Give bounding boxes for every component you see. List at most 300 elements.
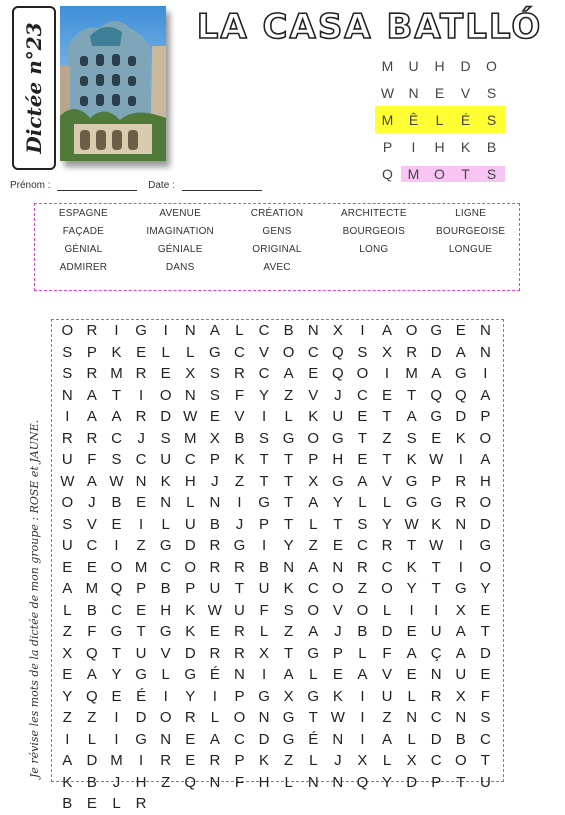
grid-letter[interactable]: E [185,730,196,748]
grid-letter[interactable]: P [431,773,442,791]
grid-letter[interactable]: K [455,429,466,447]
grid-letter[interactable]: J [334,623,342,640]
grid-letter[interactable]: P [136,580,147,597]
grid-letter[interactable]: C [357,537,368,554]
grid-letter[interactable]: Q [356,773,369,791]
grid-letter[interactable]: V [308,386,319,404]
grid-letter[interactable]: G [282,730,295,748]
grid-letter[interactable]: F [234,773,245,791]
grid-letter[interactable]: R [381,537,393,554]
grid-letter[interactable]: E [136,601,147,619]
grid-letter[interactable]: G [307,644,320,662]
grid-letter[interactable]: A [209,322,220,339]
grid-letter[interactable]: U [184,515,196,533]
grid-letter[interactable]: A [308,623,319,640]
grid-letter[interactable]: I [114,322,119,339]
grid-letter[interactable]: E [136,494,147,511]
grid-letter[interactable]: S [62,365,73,382]
grid-letter[interactable]: É [136,687,147,705]
grid-letter[interactable]: V [332,601,343,619]
grid-letter[interactable]: T [284,494,294,511]
grid-letter[interactable]: I [360,730,365,748]
grid-letter[interactable]: R [209,558,221,576]
grid-letter[interactable]: F [234,386,245,404]
grid-letter[interactable]: R [234,644,245,662]
grid-letter[interactable]: I [212,687,217,705]
grid-letter[interactable]: F [87,451,97,468]
grid-letter[interactable]: J [334,752,342,769]
grid-letter[interactable]: T [480,752,490,769]
grid-letter[interactable]: R [234,558,245,576]
grid-letter[interactable]: E [62,558,73,576]
grid-letter[interactable]: A [431,365,442,382]
grid-letter[interactable]: X [332,322,343,339]
grid-letter[interactable]: R [135,408,147,425]
grid-letter[interactable]: Z [62,709,72,726]
grid-letter[interactable]: G [430,494,443,511]
grid-letter[interactable]: I [65,730,70,748]
grid-letter[interactable]: R [209,644,221,662]
grid-letter[interactable]: K [111,343,122,361]
grid-letter[interactable]: G [454,580,467,597]
grid-letter[interactable]: E [209,408,220,425]
grid-letter[interactable]: A [86,408,97,425]
grid-letter[interactable]: V [382,666,393,683]
grid-letter[interactable]: E [62,666,73,683]
grid-letter[interactable]: P [308,451,319,468]
grid-letter[interactable]: T [357,429,367,447]
grid-letter[interactable]: N [135,472,147,490]
grid-letter[interactable]: R [61,429,73,447]
prenom-field[interactable] [57,190,137,191]
grid-letter[interactable]: O [356,601,369,619]
grid-letter[interactable]: Z [161,773,171,791]
grid-letter[interactable]: L [186,494,195,511]
grid-letter[interactable]: B [259,558,270,576]
grid-letter[interactable]: E [332,537,343,554]
grid-letter[interactable]: T [333,515,343,533]
grid-letter[interactable]: S [357,343,368,361]
grid-letter[interactable]: O [331,580,344,597]
grid-letter[interactable]: O [479,429,492,447]
grid-letter[interactable]: I [458,558,463,576]
grid-letter[interactable]: G [454,365,467,382]
grid-letter[interactable]: S [259,429,270,447]
grid-letter[interactable]: Y [382,515,393,533]
grid-letter[interactable]: T [431,558,441,576]
grid-letter[interactable]: U [479,773,491,791]
grid-letter[interactable]: T [259,472,269,490]
grid-letter[interactable]: O [381,580,393,597]
grid-letter[interactable]: U [332,408,344,425]
grid-letter[interactable]: A [382,322,393,339]
grid-letter[interactable]: Y [62,687,73,705]
grid-letter[interactable]: A [406,408,417,425]
grid-letter[interactable]: U [160,451,172,468]
grid-letter[interactable]: Y [259,386,270,404]
grid-letter[interactable]: T [382,408,392,425]
grid-letter[interactable]: I [458,537,463,554]
grid-letter[interactable]: I [483,365,488,382]
grid-letter[interactable]: E [332,666,343,683]
grid-letter[interactable]: X [406,752,417,769]
grid-letter[interactable]: D [430,730,442,748]
grid-letter[interactable]: G [258,494,270,511]
grid-letter[interactable]: T [407,386,417,404]
grid-letter[interactable]: L [358,644,367,662]
grid-letter[interactable]: D [455,408,467,425]
grid-letter[interactable]: E [406,623,417,640]
grid-letter[interactable]: A [455,644,466,662]
grid-letter[interactable]: R [135,365,147,382]
grid-letter[interactable]: X [209,429,220,447]
grid-letter[interactable]: G [282,709,295,726]
grid-letter[interactable]: C [258,322,270,339]
grid-letter[interactable]: T [308,709,318,726]
grid-letter[interactable]: R [234,623,245,640]
grid-letter[interactable]: C [86,537,98,554]
grid-letter[interactable]: G [479,537,492,554]
grid-letter[interactable]: R [430,687,442,705]
grid-letter[interactable]: Y [480,580,491,597]
grid-letter[interactable]: T [136,623,146,640]
grid-letter[interactable]: A [209,730,220,748]
grid-letter[interactable]: A [455,623,466,640]
grid-letter[interactable]: N [61,386,73,404]
grid-letter[interactable]: M [85,580,99,597]
grid-letter[interactable]: S [283,601,294,619]
grid-letter[interactable]: H [184,472,196,490]
grid-letter[interactable]: N [160,730,172,748]
grid-letter[interactable]: O [479,494,492,511]
grid-letter[interactable]: D [479,515,491,533]
grid-letter[interactable]: Y [406,580,417,597]
grid-letter[interactable]: A [86,666,97,683]
grid-letter[interactable]: V [259,343,270,361]
grid-letter[interactable]: E [357,451,368,468]
grid-letter[interactable]: O [61,322,74,339]
grid-letter[interactable]: K [185,623,196,640]
grid-letter[interactable]: R [86,322,98,339]
grid-letter[interactable]: C [258,365,270,382]
grid-letter[interactable]: O [159,709,172,726]
grid-letter[interactable]: K [160,472,171,490]
grid-letter[interactable]: N [184,322,196,339]
grid-letter[interactable]: A [357,472,368,490]
grid-letter[interactable]: É [209,666,220,683]
grid-letter[interactable]: E [357,408,368,425]
grid-letter[interactable]: L [284,773,293,791]
grid-letter[interactable]: T [407,537,417,554]
grid-letter[interactable]: Q [454,386,467,404]
grid-letter[interactable]: J [334,386,342,404]
grid-letter[interactable]: É [308,730,319,748]
grid-letter[interactable]: N [184,386,196,404]
grid-letter[interactable]: B [209,515,220,533]
grid-letter[interactable]: H [160,601,172,619]
grid-letter[interactable]: N [258,709,270,726]
grid-letter[interactable]: R [209,537,221,554]
grid-letter[interactable]: Z [284,386,294,404]
grid-letter[interactable]: J [112,773,121,791]
grid-letter[interactable]: I [261,537,267,554]
grid-letter[interactable]: G [159,537,172,554]
grid-letter[interactable]: I [163,687,168,705]
grid-letter[interactable]: E [480,601,491,619]
grid-letter[interactable]: R [86,429,98,447]
grid-letter[interactable]: C [111,429,122,447]
grid-letter[interactable]: G [307,687,320,705]
grid-letter[interactable]: G [135,730,147,748]
grid-letter[interactable]: F [259,601,269,619]
grid-letter[interactable]: D [86,752,98,769]
grid-letter[interactable]: E [431,429,442,447]
grid-letter[interactable]: C [479,730,491,748]
grid-letter[interactable]: I [360,687,365,705]
grid-letter[interactable]: F [382,644,392,662]
grid-letter[interactable]: U [209,580,221,597]
grid-letter[interactable]: B [455,730,466,748]
grid-letter[interactable]: Z [87,709,97,726]
grid-letter[interactable]: G [135,322,147,339]
grid-letter[interactable]: M [134,558,148,576]
grid-letter[interactable]: B [62,795,73,812]
grid-letter[interactable]: C [135,451,147,468]
grid-letter[interactable]: P [185,580,196,597]
grid-letter[interactable]: N [406,709,418,726]
grid-letter[interactable]: X [283,687,294,705]
grid-letter[interactable]: W [207,601,222,619]
grid-letter[interactable]: X [455,687,466,705]
grid-letter[interactable]: U [135,644,147,662]
grid-letter[interactable]: A [283,666,294,683]
grid-letter[interactable]: L [63,601,72,619]
grid-letter[interactable]: I [138,752,144,769]
grid-letter[interactable]: L [259,623,269,640]
grid-letter[interactable]: T [284,515,294,533]
grid-letter[interactable]: O [356,365,369,382]
grid-letter[interactable]: N [160,494,172,511]
grid-letter[interactable]: Y [185,687,196,705]
grid-letter[interactable]: J [235,515,244,533]
grid-letter[interactable]: S [357,515,368,533]
grid-letter[interactable]: O [110,558,123,576]
grid-letter[interactable]: L [87,730,97,748]
grid-letter[interactable]: U [61,451,73,468]
grid-letter[interactable]: B [111,494,122,511]
grid-letter[interactable]: I [458,451,463,468]
grid-letter[interactable]: Q [331,365,344,382]
grid-letter[interactable]: A [480,451,491,468]
grid-letter[interactable]: I [434,601,439,619]
grid-letter[interactable]: A [480,386,491,404]
grid-letter[interactable]: C [430,752,442,769]
grid-letter[interactable]: T [431,580,441,597]
grid-letter[interactable]: G [233,537,246,554]
grid-letter[interactable]: I [360,709,365,726]
grid-letter[interactable]: A [62,752,73,769]
grid-letter[interactable]: S [480,709,491,726]
grid-letter[interactable]: K [332,687,343,705]
grid-letter[interactable]: A [86,386,97,404]
grid-letter[interactable]: Y [332,494,343,511]
grid-letter[interactable]: I [360,322,365,339]
grid-letter[interactable]: E [160,365,171,382]
grid-letter[interactable]: Z [382,429,392,447]
grid-letter[interactable]: G [159,623,172,640]
grid-letter[interactable]: R [209,752,221,769]
grid-letter[interactable]: I [138,386,144,404]
grid-letter[interactable]: E [136,343,147,361]
grid-letter[interactable]: X [382,343,393,361]
grid-letter[interactable]: M [110,365,123,382]
grid-letter[interactable]: Y [283,537,294,554]
grid-letter[interactable]: F [87,623,97,640]
grid-letter[interactable]: N [430,666,442,683]
grid-letter[interactable]: T [480,623,490,640]
grid-letter[interactable]: O [307,601,320,619]
grid-letter[interactable]: I [114,537,119,554]
grid-letter[interactable]: R [160,752,172,769]
grid-letter[interactable]: G [405,494,418,511]
grid-letter[interactable]: O [479,558,492,576]
grid-letter[interactable]: I [384,365,390,382]
grid-letter[interactable]: T [284,451,294,468]
grid-letter[interactable]: I [163,322,168,339]
grid-letter[interactable]: B [283,322,294,339]
grid-letter[interactable]: K [431,515,442,533]
grid-letter[interactable]: T [382,451,392,468]
grid-letter[interactable]: Y [382,773,393,791]
grid-letter[interactable]: N [307,773,319,791]
grid-letter[interactable]: D [135,709,147,726]
grid-letter[interactable]: C [307,580,319,597]
grid-letter[interactable]: K [259,752,270,769]
grid-letter[interactable]: T [456,773,466,791]
grid-letter[interactable]: T [111,644,122,662]
grid-letter[interactable]: C [357,386,368,404]
grid-letter[interactable]: G [282,429,295,447]
grid-letter[interactable]: Q [331,343,344,361]
grid-letter[interactable]: I [114,709,119,726]
grid-letter[interactable]: O [282,343,295,361]
grid-letter[interactable]: N [479,322,491,339]
grid-letter[interactable]: G [331,472,344,490]
grid-letter[interactable]: W [183,408,198,425]
grid-letter[interactable]: S [209,365,220,382]
grid-letter[interactable]: P [234,752,245,769]
grid-letter[interactable]: Z [284,623,294,640]
grid-letter[interactable]: N [455,709,467,726]
grid-letter[interactable]: U [430,623,442,640]
grid-letter[interactable]: O [405,322,418,339]
grid-letter[interactable]: K [406,558,417,576]
grid-letter[interactable]: L [210,709,220,726]
grid-letter[interactable]: O [307,429,320,447]
grid-letter[interactable]: P [209,451,220,468]
grid-letter[interactable]: A [357,666,368,683]
grid-letter[interactable]: C [111,601,122,619]
grid-letter[interactable]: N [283,558,295,576]
grid-letter[interactable]: U [234,601,245,619]
grid-letter[interactable]: G [184,666,197,683]
grid-letter[interactable]: X [259,644,270,662]
grid-letter[interactable]: E [382,386,393,404]
grid-letter[interactable]: E [455,322,466,339]
grid-letter[interactable]: Z [382,709,392,726]
grid-letter[interactable]: Q [110,580,123,597]
grid-letter[interactable]: R [455,494,467,511]
grid-letter[interactable]: Z [136,537,146,554]
grid-letter[interactable]: O [454,752,467,769]
grid-letter[interactable]: I [409,601,414,619]
grid-letter[interactable]: B [86,601,97,619]
grid-letter[interactable]: P [259,515,270,533]
grid-letter[interactable]: W [330,709,345,726]
grid-letter[interactable]: C [430,709,442,726]
grid-letter[interactable]: G [135,666,147,683]
grid-letter[interactable]: A [283,365,294,382]
date-field[interactable] [182,190,262,191]
grid-letter[interactable]: C [160,558,172,576]
grid-letter[interactable]: G [331,429,344,447]
grid-letter[interactable]: H [258,773,270,791]
grid-letter[interactable]: P [480,408,491,425]
grid-letter[interactable]: S [62,343,73,361]
grid-letter[interactable]: L [309,666,318,683]
grid-letter[interactable]: B [357,623,368,640]
grid-letter[interactable]: Z [308,537,318,554]
grid-letter[interactable]: O [184,558,197,576]
grid-letter[interactable]: N [332,558,344,576]
grid-letter[interactable]: G [110,623,123,640]
grid-letter[interactable]: V [160,644,171,662]
grid-letter[interactable]: D [258,730,270,748]
grid-letter[interactable]: D [430,343,442,361]
grid-letter[interactable]: L [358,494,367,511]
grid-letter[interactable]: U [381,687,393,705]
grid-letter[interactable]: A [382,730,393,748]
grid-letter[interactable]: I [65,408,70,425]
grid-letter[interactable]: T [259,451,269,468]
grid-letter[interactable]: L [161,343,170,361]
grid-letter[interactable]: W [429,537,444,554]
grid-letter[interactable]: A [111,408,122,425]
grid-letter[interactable]: R [234,365,245,382]
grid-letter[interactable]: E [185,752,196,769]
grid-letter[interactable]: G [430,322,443,339]
grid-letter[interactable]: W [109,472,124,490]
grid-letter[interactable]: N [479,343,491,361]
grid-letter[interactable]: A [62,580,73,597]
grid-letter[interactable]: Q [430,386,443,404]
grid-letter[interactable]: E [209,623,220,640]
grid-letter[interactable]: N [332,773,344,791]
grid-letter[interactable]: K [234,451,245,468]
grid-letter[interactable]: Z [357,580,367,597]
grid-letter[interactable]: N [209,494,221,511]
grid-letter[interactable]: T [284,472,294,490]
grid-letter[interactable]: U [455,666,467,683]
grid-letter[interactable]: R [184,709,196,726]
grid-letter[interactable]: X [357,752,368,769]
grid-letter[interactable]: A [308,558,319,576]
grid-letter[interactable]: C [234,343,245,361]
grid-letter[interactable]: H [332,451,344,468]
grid-letter[interactable]: E [406,666,417,683]
grid-letter[interactable]: R [86,365,98,382]
grid-letter[interactable]: W [60,472,75,490]
